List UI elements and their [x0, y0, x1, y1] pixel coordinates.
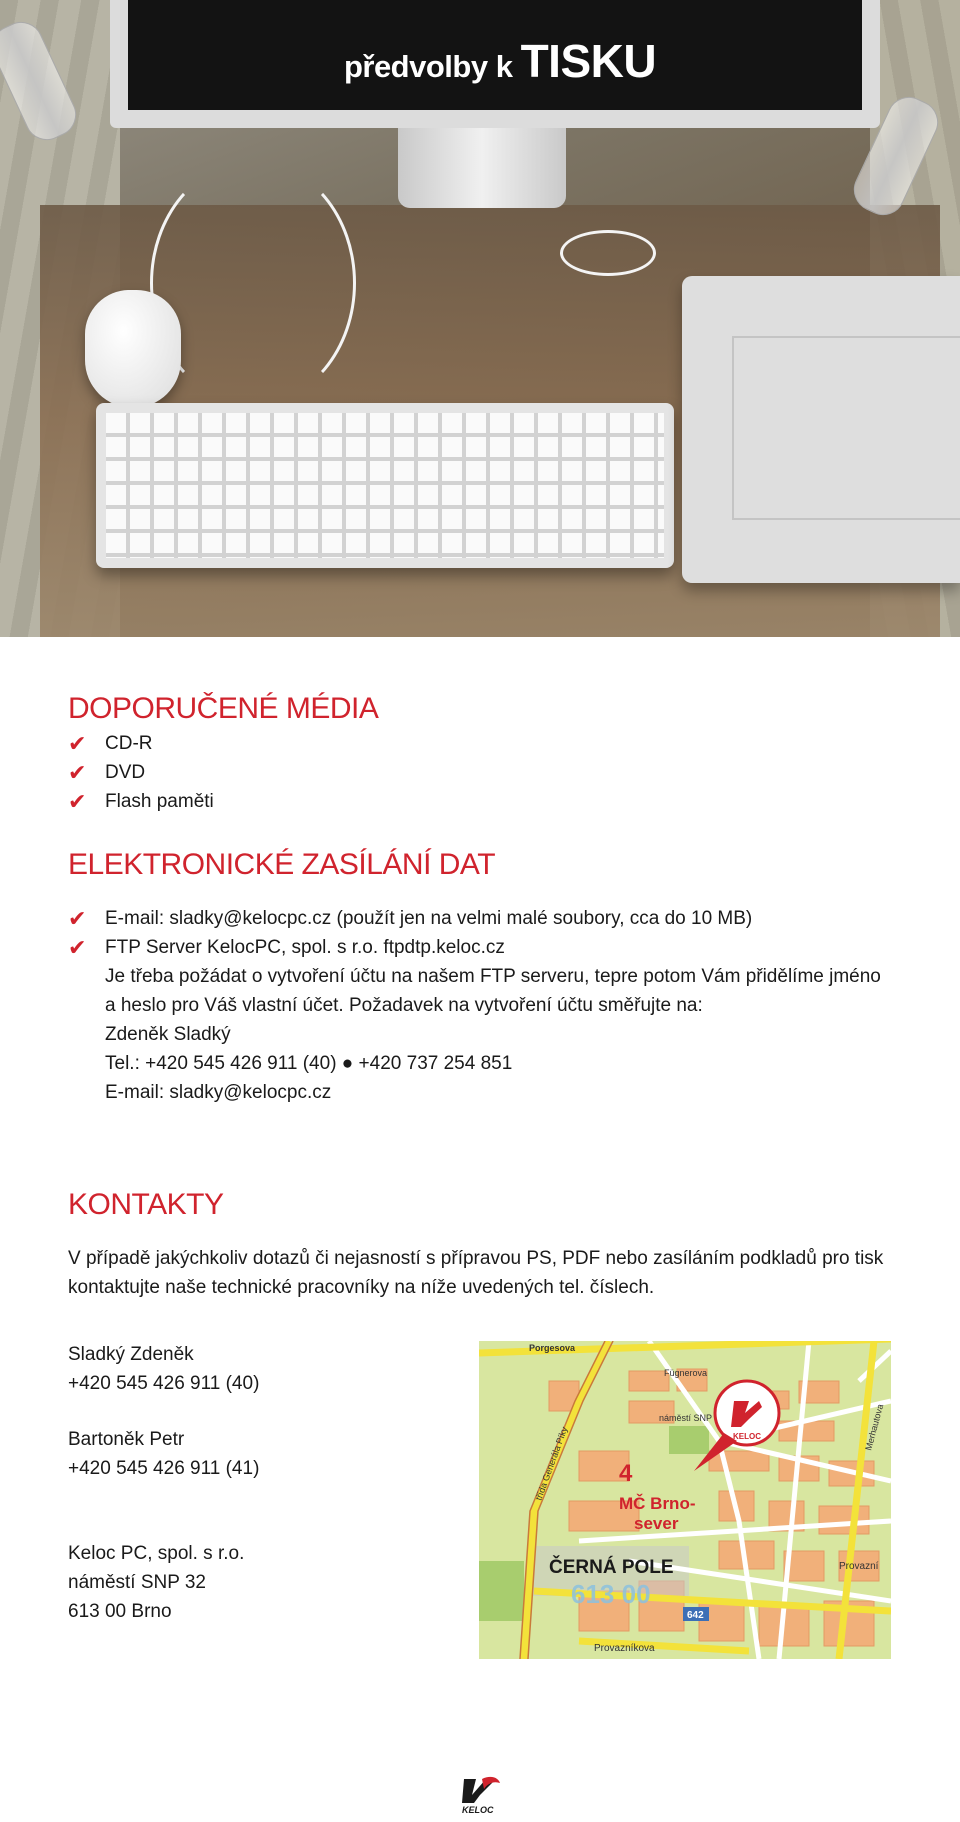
check-icon: ✔ — [68, 731, 87, 756]
hero-title — [0, 34, 960, 88]
hero-title-prefix: předvolby k — [343, 49, 513, 84]
check-icon: ✔ — [68, 760, 87, 785]
hero-photo — [0, 0, 960, 637]
person2-name: Bartoněk Petr — [68, 1429, 185, 1450]
map-svg — [479, 1341, 891, 1659]
drawing-tablet — [682, 276, 960, 583]
check-icon: ✔ — [68, 935, 87, 960]
contacts-intro: V případě jakýchkoliv dotazů či nejasností s přípravou PS, PDF nebo zasíláním podkladů pro tisk kontaktujte naše technické pracovníky na níže uvedených tel. číslech. — [68, 1248, 884, 1298]
map-label-provaznikova: Provazníkova — [594, 1643, 655, 1654]
contacts-section — [68, 1188, 908, 1302]
ftp-contact-phone: Tel.: +420 545 426 911 (40) ● +420 737 254 851 — [105, 1053, 513, 1074]
mouse-cable — [150, 160, 356, 406]
ftp-contact-email: E-mail: sladky@kelocpc.cz — [105, 1082, 332, 1103]
map-label-trida: třída Generála Píky — [533, 1425, 570, 1502]
check-icon: ✔ — [68, 789, 87, 814]
contact-list — [68, 1340, 448, 1626]
map-label-district-no: 4 — [619, 1460, 633, 1487]
company-street: náměstí SNP 32 — [68, 1572, 207, 1593]
media-item: ✔ DVD — [68, 760, 146, 785]
electronic-list — [68, 904, 908, 1107]
media-section — [68, 692, 908, 816]
map-label-district2: sever — [634, 1514, 679, 1533]
person1-name: Sladký Zdeněk — [68, 1344, 194, 1365]
map-label-zip: 613 00 — [571, 1579, 651, 1609]
electronic-heading: ELEKTRONICKÉ ZASÍLÁNÍ DAT — [68, 848, 496, 881]
map-label-district1: MČ Brno- — [619, 1494, 696, 1513]
company-city: 613 00 Brno — [68, 1601, 172, 1622]
keyboard — [96, 403, 674, 568]
location-map — [479, 1341, 891, 1659]
map-label-keloc: KELOC — [733, 1432, 761, 1441]
contacts-heading: KONTAKTY — [68, 1188, 224, 1221]
media-list — [68, 729, 908, 816]
tablet-cable — [560, 230, 656, 276]
check-icon: ✔ — [68, 906, 87, 931]
person1-phone: +420 545 426 911 (40) — [68, 1373, 260, 1394]
keloc-logo-text: KELOC — [462, 1805, 494, 1815]
map-label-porgesova: Porgesova — [529, 1343, 576, 1353]
ftp-item: ✔ FTP Server KelocPC, spol. s r.o. ftpdtp.keloc.cz — [68, 935, 505, 960]
map-label-cerna-pole: ČERNÁ POLE — [549, 1557, 674, 1578]
ftp-contact-name: Zdeněk Sladký — [105, 1024, 231, 1045]
ftp-detail: a heslo pro Váš vlastní účet. Požadavek na vytvoření účtu směřujte na: — [105, 995, 703, 1016]
person2-phone: +420 545 426 911 (41) — [68, 1458, 260, 1479]
map-label-road: 642 — [687, 1610, 704, 1621]
media-item: ✔ Flash paměti — [68, 789, 214, 814]
media-item: ✔ CD-R — [68, 731, 153, 756]
map-park — [669, 1426, 709, 1454]
electronic-section — [68, 848, 908, 1107]
monitor-stand — [398, 128, 566, 208]
hero-title-main: TISKU — [520, 35, 657, 87]
email-item: ✔ E-mail: sladky@kelocpc.cz (použít jen na velmi malé soubory, cca do 10 MB) — [68, 906, 753, 931]
ftp-detail: Je třeba požádat o vytvoření účtu na našem FTP serveru, tepre potom Vám přidělíme jméno — [105, 966, 881, 987]
map-label-namesti: náměstí SNP — [659, 1413, 713, 1423]
map-label-provazni: Provazní — [839, 1561, 879, 1572]
keloc-logo-icon — [460, 1773, 502, 1815]
keloc-logo — [460, 1773, 502, 1815]
mouse — [85, 290, 181, 408]
map-label-fugnerova: Fügnerova — [664, 1368, 708, 1378]
company-name: Keloc PC, spol. s r.o. — [68, 1543, 245, 1564]
media-heading: DOPORUČENÉ MÉDIA — [68, 692, 379, 725]
map-park — [479, 1561, 524, 1621]
map-label-merhautova: Merhautova — [863, 1403, 886, 1452]
